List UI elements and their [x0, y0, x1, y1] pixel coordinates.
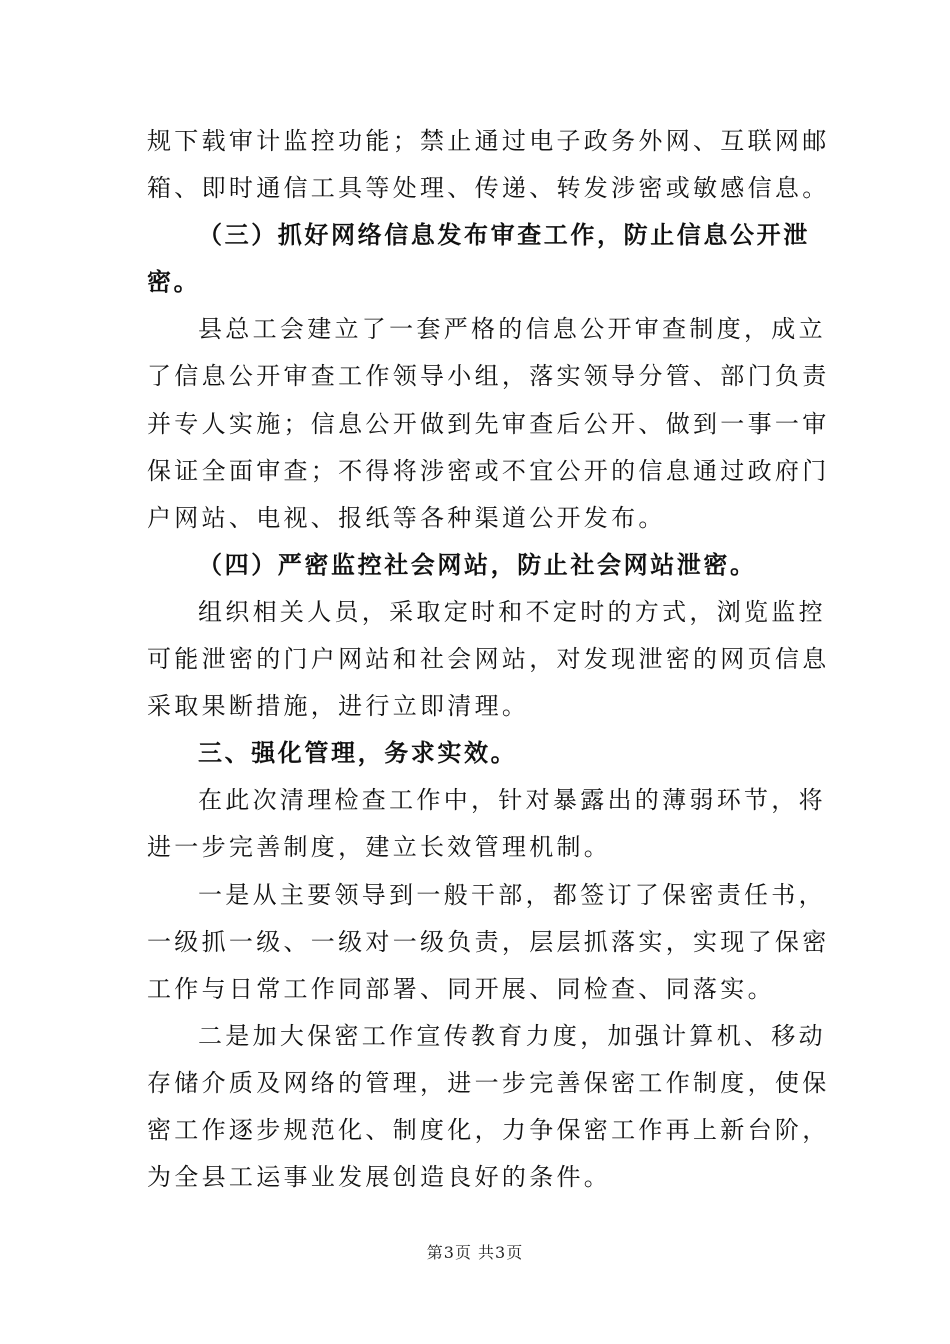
paragraph-line: 箱、即时通信工具等处理、传递、转发涉密或敏感信息。 — [147, 174, 830, 203]
paragraph-line: 规下载审计监控功能；禁止通过电子政务外网、互联网邮 — [147, 127, 830, 155]
paragraph-line: 采取果断措施，进行立即清理。 — [147, 692, 530, 721]
section-heading-line: （三）抓好网络信息发布审查工作，防止信息公开泄 — [198, 221, 810, 250]
section-heading-line: 密。 — [147, 268, 201, 297]
paragraph-line: 进一步完善制度，建立长效管理机制。 — [147, 833, 612, 862]
section-heading-line: （四）严密监控社会网站，防止社会网站泄密。 — [198, 550, 757, 579]
paragraph-line: 为全县工运事业发展创造良好的条件。 — [147, 1163, 612, 1192]
paragraph-line: 户网站、电视、报纸等各种渠道公开发布。 — [147, 503, 666, 532]
page-footer: 第3页 共3页 — [426, 1243, 524, 1262]
paragraph-line: 存储介质及网络的管理，进一步完善保密工作制度，使保 — [147, 1068, 830, 1097]
paragraph-line: 县总工会建立了一套严格的信息公开审查制度，成立 — [198, 315, 826, 344]
paragraph-line: 组织相关人员，采取定时和不定时的方式，浏览监控 — [198, 597, 826, 626]
paragraph-line: 保证全面审查；不得将涉密或不宜公开的信息通过政府门 — [147, 456, 830, 485]
paragraph-line: 一级抓一级、一级对一级负责，层层抓落实，实现了保密 — [147, 927, 830, 956]
paragraph-line: 了信息公开审查工作领导小组，落实领导分管、部门负责 — [147, 362, 830, 391]
paragraph-line: 密工作逐步规范化、制度化，力争保密工作再上新台阶， — [147, 1115, 830, 1144]
paragraph-line: 在此次清理检查工作中，针对暴露出的薄弱环节，将 — [198, 786, 826, 815]
paragraph-line: 一是从主要领导到一般干部，都签订了保密责任书， — [198, 880, 826, 909]
paragraph-line: 可能泄密的门户网站和社会网站，对发现泄密的网页信息 — [147, 645, 830, 674]
paragraph-line: 并专人实施；信息公开做到先审查后公开、做到一事一审 — [147, 409, 830, 438]
paragraph-line: 二是加大保密工作宣传教育力度，加强计算机、移动 — [198, 1021, 826, 1050]
document-body — [147, 118, 830, 1201]
section-heading-line: 三、强化管理，务求实效。 — [198, 739, 518, 768]
paragraph-line: 工作与日常工作同部署、同开展、同检查、同落实。 — [147, 974, 775, 1003]
